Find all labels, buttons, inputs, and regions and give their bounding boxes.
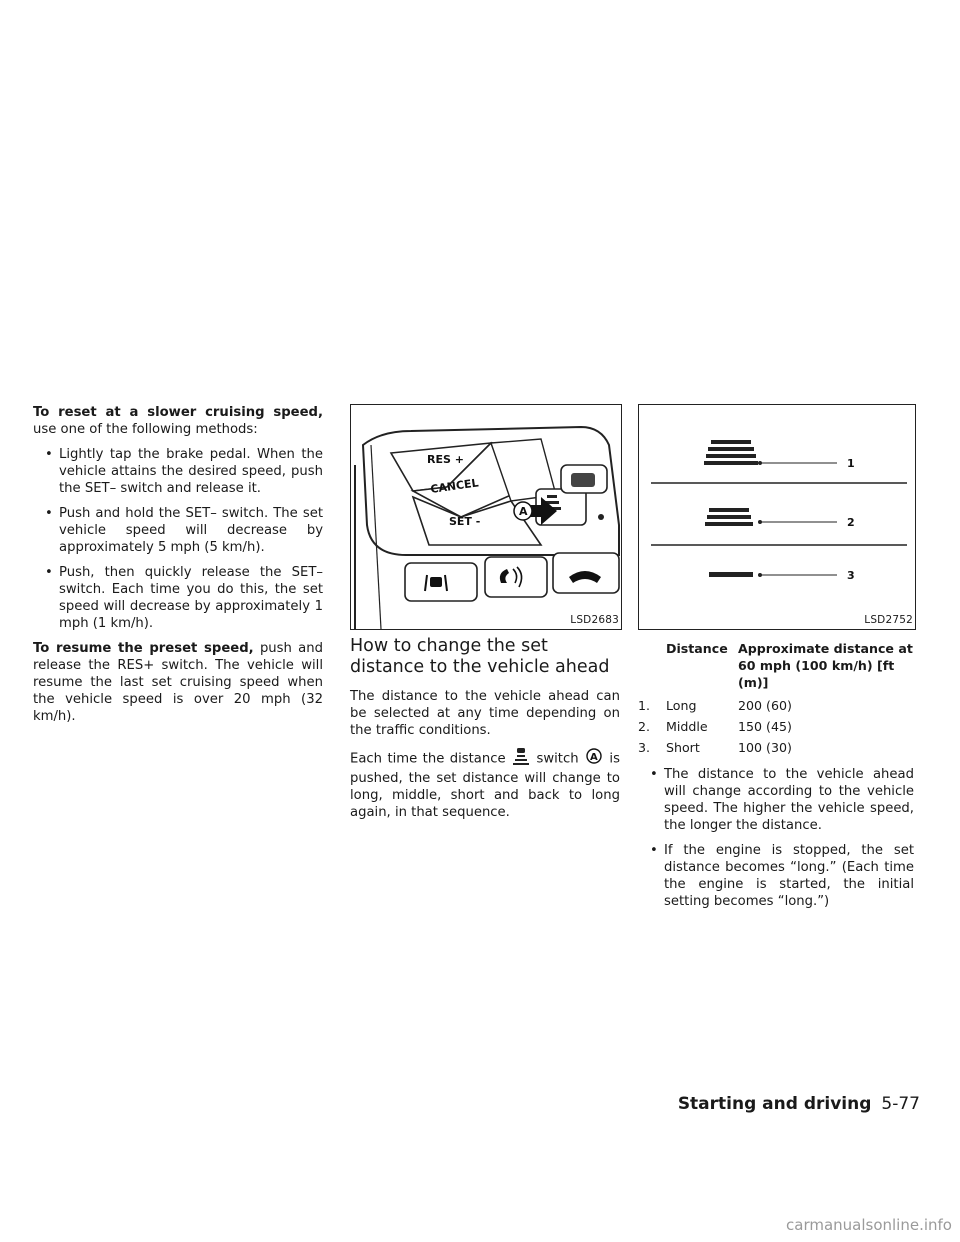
row-number: 3. xyxy=(638,740,651,755)
figure-code: LSD2683 xyxy=(570,614,619,626)
resume-lead: To resume the preset speed, xyxy=(33,641,254,656)
footer-section: Starting and driving xyxy=(677,1094,872,1114)
res-label: RES + xyxy=(427,453,464,466)
column-left xyxy=(33,404,323,733)
bullet-item: • The distance to the vehicle ahead will change according to the vehicle speed. The higher the vehicle speed, the longer the distance. xyxy=(638,766,914,834)
steering-switch-illustration xyxy=(351,405,621,629)
intro-paragraph: The distance to the vehicle ahead can be selected at any time depending on the traffic conditions. xyxy=(350,689,620,738)
switch-text-c: is pushed, the set distance will change to long, middle, short and back to long again, in that sequence. xyxy=(350,751,620,820)
table-row xyxy=(638,697,914,718)
figure-distance-settings xyxy=(638,404,916,630)
row-value: 100 (30) xyxy=(738,740,792,755)
bullet-item: • Lightly tap the brake pedal. When the vehicle attains the desired speed, push the SET– switch and release it. xyxy=(33,446,323,497)
reset-slower-text: use one of the following methods: xyxy=(33,422,258,437)
distance-icon xyxy=(513,747,529,770)
bullet-item: • Push and hold the SET– switch. The set vehicle speed will decrease by approximately 5 mph (5 km/h). xyxy=(33,505,323,556)
page-number: 5-77 xyxy=(881,1094,920,1114)
figure-code: LSD2752 xyxy=(864,614,913,626)
switch-text-a: Each time the distance xyxy=(350,751,506,767)
section-heading: How to change the set distance to the vehicle ahead xyxy=(350,636,610,677)
row-distance: Long xyxy=(666,698,697,713)
table-row xyxy=(638,739,914,760)
reset-slower-paragraph xyxy=(33,404,323,438)
callout-a-inline xyxy=(586,748,602,769)
cancel-label: CANCEL xyxy=(429,476,480,496)
distance-label-3: 3 xyxy=(847,569,855,582)
watermark: carmanualsonline.info xyxy=(786,1216,952,1234)
bullet-item: • Push, then quickly release the SET– switch. Each time you do this, the set speed will decrease by approximately 1 mph (1 km/h). xyxy=(33,564,323,632)
set-label: SET - xyxy=(449,515,481,528)
row-distance: Middle xyxy=(666,719,708,734)
figure-steering-switches xyxy=(350,404,622,630)
switch-text-b: switch xyxy=(536,751,579,767)
table-header-distance: Distance xyxy=(666,641,728,656)
column-middle xyxy=(350,404,620,829)
distance-label-1: 1 xyxy=(847,457,855,470)
reset-slower-lead: To reset at a slower cruising speed, xyxy=(33,405,323,420)
resume-text: push and release the RES+ switch. The vehicle will resume the last set cruising speed when the vehicle speed is over 20 mph (32 km/h). xyxy=(33,641,323,724)
row-distance: Short xyxy=(666,740,700,755)
row-value: 150 (45) xyxy=(738,719,792,734)
column-right xyxy=(638,404,914,918)
table-header-blank xyxy=(638,640,666,697)
bullet-item: • If the engine is stopped, the set distance becomes “long.” (Each time the engine is started, the initial setting becomes “long.”) xyxy=(638,842,914,910)
row-number: 1. xyxy=(638,698,651,713)
callout-a-inline-label: A xyxy=(589,752,598,763)
distance-table xyxy=(638,640,914,760)
distance-bars-illustration xyxy=(639,405,915,629)
resume-paragraph xyxy=(33,640,323,725)
table-header-approx: Approximate distance at 60 mph (100 km/h) [ft (m)] xyxy=(738,641,913,690)
switch-paragraph xyxy=(350,747,620,821)
table-header-row xyxy=(638,640,914,697)
page-footer xyxy=(678,1094,920,1114)
row-value: 200 (60) xyxy=(738,698,792,713)
callout-a-label: A xyxy=(519,505,528,518)
row-number: 2. xyxy=(638,719,651,734)
distance-label-2: 2 xyxy=(847,516,855,529)
table-row xyxy=(638,718,914,739)
